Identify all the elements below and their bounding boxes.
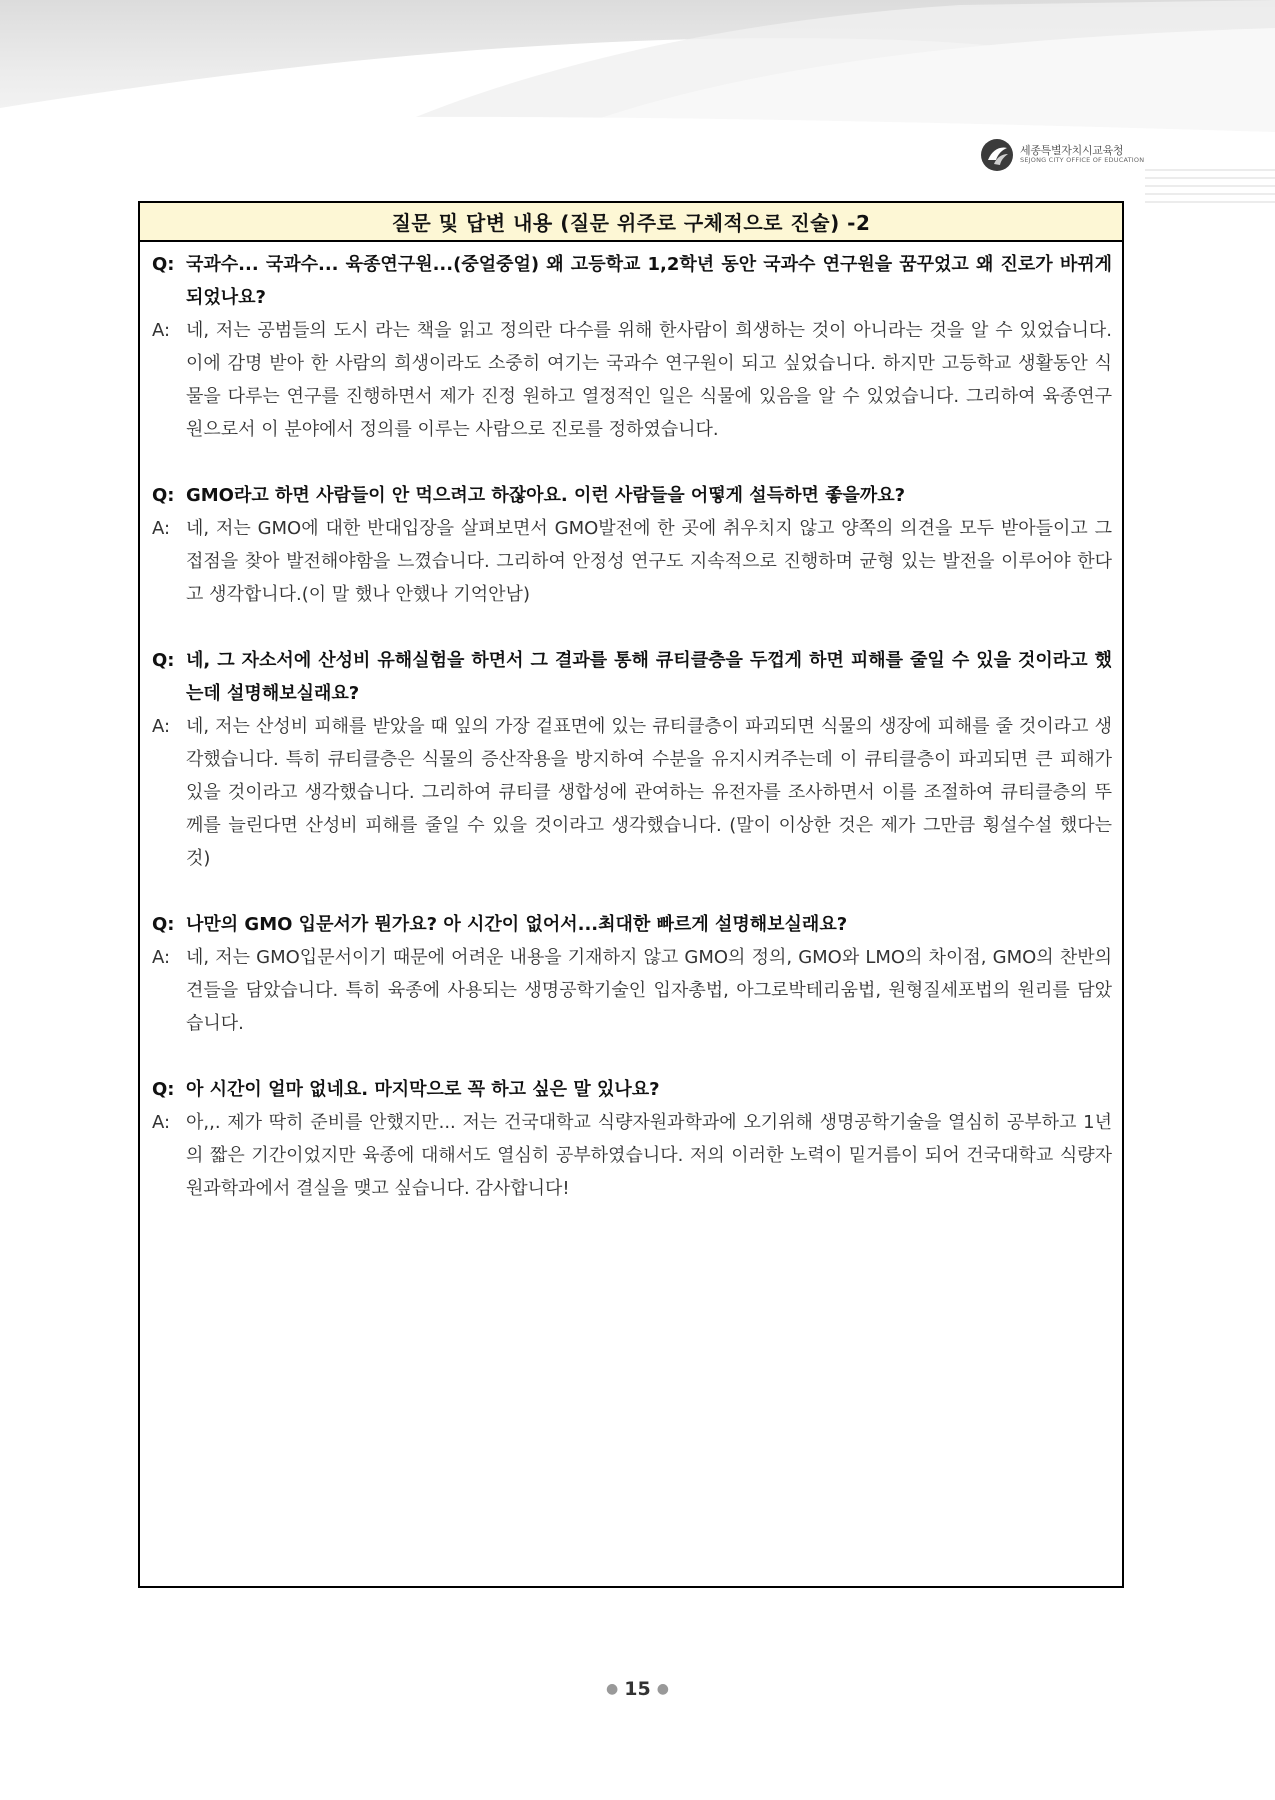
bullet-dot-icon: ● (606, 1681, 619, 1697)
question (152, 248, 1112, 314)
answer (152, 941, 1112, 1040)
answer-text: 네, 저는 GMO에 대한 반대입장을 살펴보면서 GMO발전에 한 곳에 취우치지 않고 양쪽의 의견을 모두 받아들이고 그 접점을 찾아 발전해야함을 느꼈습니다. 그리하여 안정성 연구도 지속적으로 진행하며 균형 있는 발전을 이루어야 한다고 생각합니다.(이 말 했나 안했나 기억안남) (186, 518, 1112, 605)
answer (152, 1106, 1112, 1205)
question (152, 908, 1112, 941)
question-text: 아 시간이 얼마 없네요. 마지막으로 꼭 하고 싶은 말 있나요? (186, 1079, 660, 1100)
answer-text: 네, 저는 공범들의 도시 라는 책을 읽고 정의란 다수를 위해 한사람이 희생하는 것이 아니라는 것을 알 수 있었습니다. 이에 감명 받아 한 사람의 희생이라도 소중히 여기는 국과수 연구원이 되고 싶었습니다. 하지만 고등학교 생활동안 식물을 다루는 연구를 진행하면서 제가 진정 원하고 열정적인 일은 식물에 있음을 알 수 있었습니다. 그리하여 육종연구원으로서 이 분야에서 정의를 이루는 사람으로 진로를 정하였습니다. (186, 320, 1112, 440)
qa-box-title: 질문 및 답변 내용 (질문 위주로 구체적으로 진술) -2 (140, 203, 1122, 242)
qa-item (152, 479, 1112, 611)
answer-prefix: A: (152, 1112, 171, 1133)
org-logo (980, 137, 1144, 173)
question-text: 나만의 GMO 입문서가 뭔가요? 아 시간이 없어서...최대한 빠르게 설명해보실래요? (186, 914, 848, 935)
header-decorative-lines (1145, 168, 1275, 208)
answer (152, 710, 1112, 875)
question-prefix: Q: (152, 650, 175, 671)
qa-item (152, 908, 1112, 1040)
question (152, 1073, 1112, 1106)
question-prefix: Q: (152, 254, 175, 275)
answer-prefix: A: (152, 518, 171, 539)
answer-text: 네, 저는 산성비 피해를 받았을 때 잎의 가장 겉표면에 있는 큐티클층이 파괴되면 식물의 생장에 피해를 줄 것이라고 생각했습니다. 특히 큐티클층은 식물의 증산작용을 방지하여 수분을 유지시켜주는데 이 큐티클층이 파괴되면 큰 피해가 있을 것이라고 생각했습니다. 그리하여 큐티클 생합성에 관여하는 유전자를 조사하면서 이를 조절하여 큐티클층의 뚜께를 늘린다면 산성비 피해를 줄일 수 있을 것이라고 생각했습니다. (말이 이상한 것은 제가 그만큼 횡설수설 했다는 것) (186, 716, 1112, 869)
answer (152, 512, 1112, 611)
answer-prefix: A: (152, 947, 171, 968)
header-banner (0, 0, 1275, 132)
answer-text: 아,,. 제가 딱히 준비를 안했지만... 저는 건국대학교 식량자원과학과에 오기위해 생명공학기술을 열심히 공부하고 1년의 짧은 기간이었지만 육종에 대해서도 열심히 공부하였습니다. 저의 이러한 노력이 밑거름이 되어 건국대학교 식량자원과학과에서 결실을 맺고 싶습니다. 감사합니다! (186, 1112, 1112, 1199)
qa-item (152, 1073, 1112, 1205)
org-name: 세종특별자치시교육청 (1020, 144, 1124, 158)
qa-item (152, 248, 1112, 446)
org-name-english: SEJONG CITY OFFICE OF EDUCATION (1020, 156, 1145, 165)
question-text: 네, 그 자소서에 산성비 유해실험을 하면서 그 결과를 통해 큐티클층을 두껍게 하면 피해를 줄일 수 있을 것이라고 했는데 설명해보실래요? (186, 650, 1112, 704)
page-number-value: 15 (624, 1678, 651, 1700)
question (152, 644, 1112, 710)
question-text: 국과수... 국과수... 육종연구원...(중얼중얼) 왜 고등학교 1,2학년 동안 국과수 연구원을 꿈꾸었고 왜 진로가 바뀌게 되었나요? (186, 254, 1112, 308)
answer-prefix: A: (152, 716, 171, 737)
answer-text: 네, 저는 GMO입문서이기 때문에 어려운 내용을 기재하지 않고 GMO의 정의, GMO와 LMO의 차이점, GMO의 찬반의견들을 담았습니다. 특히 육종에 사용되는 생명공학기술인 입자총법, 아그로박테리움법, 원형질세포법의 원리를 담았습니다. (186, 947, 1112, 1034)
page-number (0, 1678, 1275, 1700)
question-prefix: Q: (152, 485, 175, 506)
answer-prefix: A: (152, 320, 171, 341)
header-swoosh-graphic (0, 0, 1275, 132)
qa-list (140, 242, 1122, 1205)
question (152, 479, 1112, 512)
bullet-dot-icon: ● (656, 1681, 669, 1697)
question-text: GMO라고 하면 사람들이 안 먹으려고 하잖아요. 이런 사람들을 어떻게 설득하면 좋을까요? (186, 485, 906, 506)
answer (152, 314, 1112, 446)
question-prefix: Q: (152, 914, 175, 935)
sejong-education-logo-icon (980, 138, 1014, 172)
qa-box (138, 201, 1124, 1588)
question-prefix: Q: (152, 1079, 175, 1100)
qa-item (152, 644, 1112, 875)
